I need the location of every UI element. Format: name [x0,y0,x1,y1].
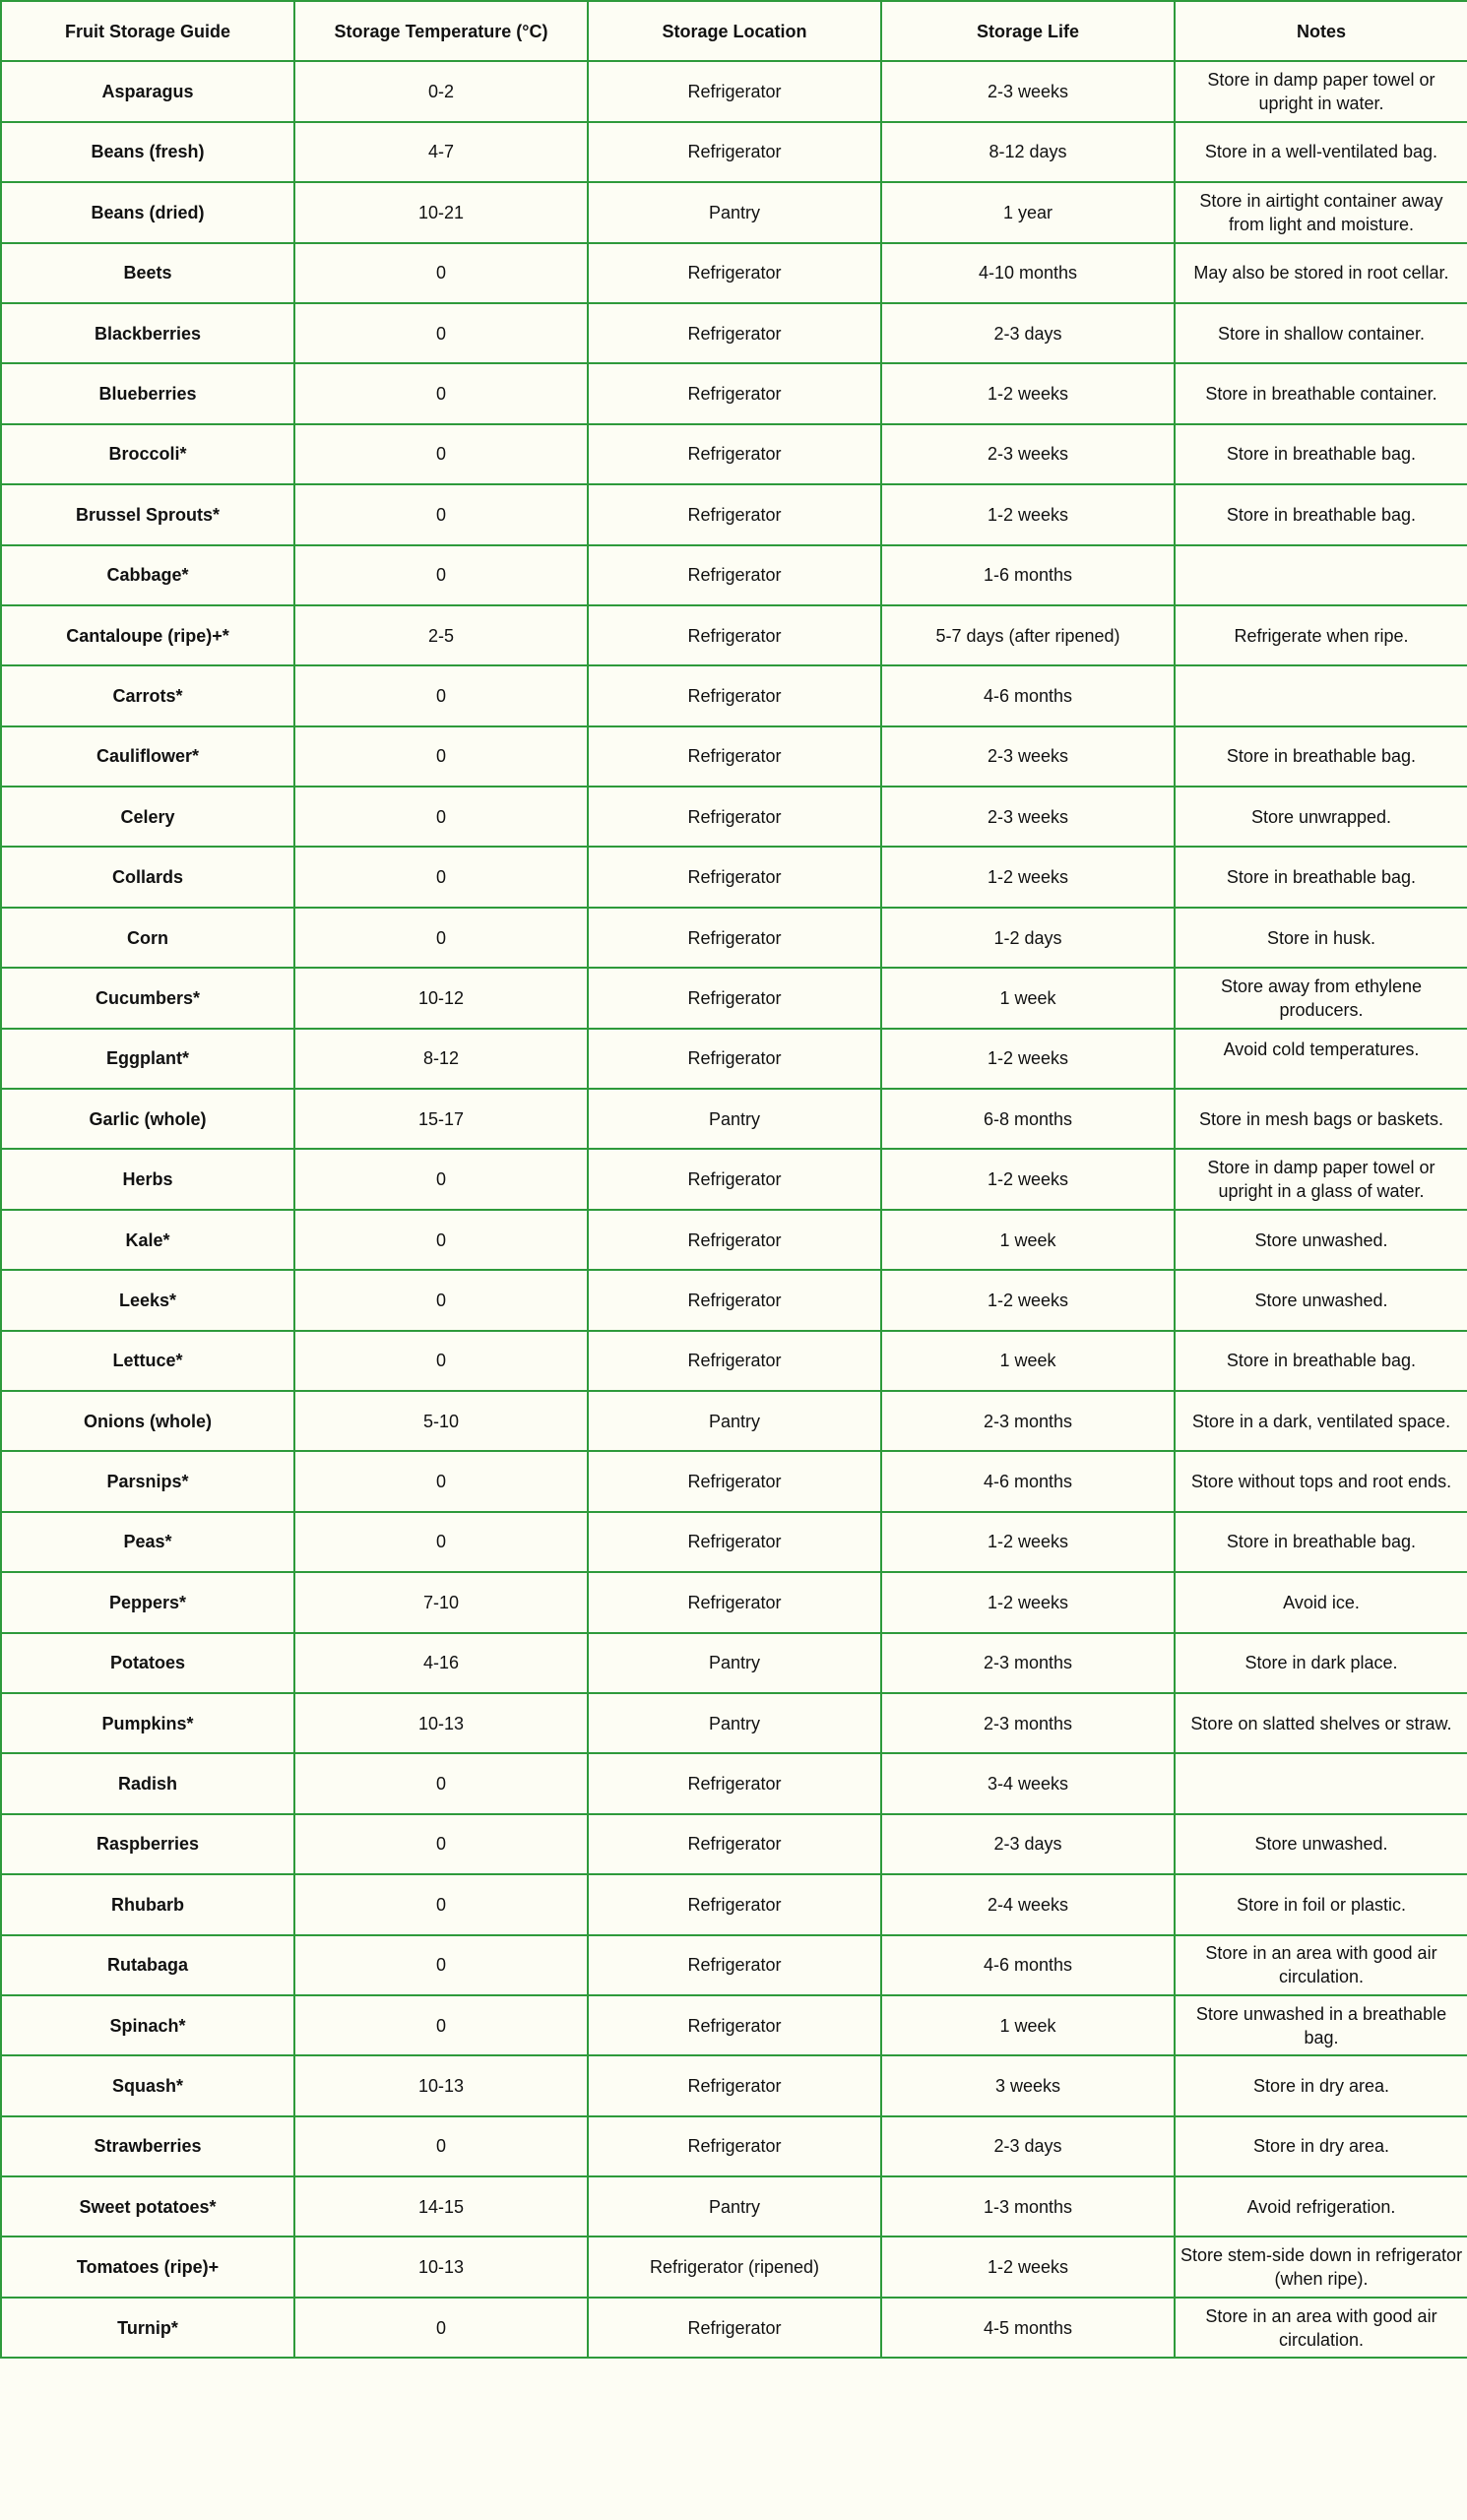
table-row [1,2055,1467,2115]
storage-location-cell: Refrigerator [588,1995,881,2055]
storage-temperature-cell: 10-21 [294,182,588,242]
table-row [1,545,1467,605]
notes-cell: Store in a dark, ventilated space. [1175,1391,1467,1451]
storage-temperature-cell: 0 [294,1149,588,1209]
table-row [1,1089,1467,1149]
table-row [1,908,1467,968]
storage-temperature-cell: 0 [294,484,588,544]
storage-life-cell: 2-3 weeks [881,787,1175,847]
notes-cell [1175,545,1467,605]
storage-location-cell: Pantry [588,1693,881,1753]
storage-location-cell: Refrigerator [588,1874,881,1934]
storage-location-cell: Refrigerator [588,787,881,847]
table-row [1,1995,1467,2055]
table-row [1,968,1467,1028]
storage-life-cell: 2-3 days [881,303,1175,363]
storage-location-cell: Pantry [588,182,881,242]
notes-cell: Store in airtight container away from light and moisture. [1175,182,1467,242]
notes-cell: Avoid refrigeration. [1175,2176,1467,2236]
table-row [1,1512,1467,1572]
notes-cell: Store unwashed. [1175,1270,1467,1330]
item-name-cell: Lettuce* [1,1331,294,1391]
storage-life-cell: 8-12 days [881,122,1175,182]
notes-cell: Store in dry area. [1175,2055,1467,2115]
storage-location-cell: Refrigerator [588,1935,881,1995]
item-name-cell: Blueberries [1,363,294,423]
storage-temperature-cell: 0 [294,665,588,725]
item-name-cell: Brussel Sprouts* [1,484,294,544]
storage-temperature-cell: 0 [294,545,588,605]
storage-location-cell: Pantry [588,1633,881,1693]
storage-temperature-cell: 0 [294,303,588,363]
storage-life-cell: 1-2 weeks [881,1029,1175,1089]
item-name-cell: Celery [1,787,294,847]
storage-life-cell: 1-6 months [881,545,1175,605]
header-temperature: Storage Temperature (°C) [294,1,588,61]
item-name-cell: Parsnips* [1,1451,294,1511]
table-row [1,787,1467,847]
item-name-cell: Corn [1,908,294,968]
storage-life-cell: 1-2 weeks [881,1572,1175,1632]
storage-temperature-cell: 0 [294,1512,588,1572]
storage-temperature-cell: 0 [294,1874,588,1934]
storage-life-cell: 2-4 weeks [881,1874,1175,1934]
header-row [1,1,1467,61]
item-name-cell: Asparagus [1,61,294,121]
storage-temperature-cell: 0 [294,1935,588,1995]
storage-life-cell: 1 week [881,1995,1175,2055]
item-name-cell: Sweet potatoes* [1,2176,294,2236]
notes-cell: Store in breathable bag. [1175,1512,1467,1572]
storage-temperature-cell: 0 [294,424,588,484]
notes-cell: Store in breathable bag. [1175,1331,1467,1391]
item-name-cell: Kale* [1,1210,294,1270]
item-name-cell: Beans (dried) [1,182,294,242]
storage-location-cell: Refrigerator [588,303,881,363]
item-name-cell: Rhubarb [1,1874,294,1934]
table-row [1,605,1467,665]
storage-location-cell: Pantry [588,1391,881,1451]
notes-cell: Store in an area with good air circulation. [1175,2298,1467,2358]
table-row [1,1693,1467,1753]
storage-location-cell: Refrigerator [588,61,881,121]
header-location: Storage Location [588,1,881,61]
notes-cell: Store unwashed. [1175,1814,1467,1874]
table-row [1,1270,1467,1330]
storage-temperature-cell: 0 [294,847,588,907]
item-name-cell: Pumpkins* [1,1693,294,1753]
header-item: Fruit Storage Guide [1,1,294,61]
table-row [1,363,1467,423]
item-name-cell: Potatoes [1,1633,294,1693]
storage-life-cell: 2-3 months [881,1391,1175,1451]
storage-location-cell: Pantry [588,1089,881,1149]
storage-temperature-cell: 0 [294,1995,588,2055]
storage-temperature-cell: 4-16 [294,1633,588,1693]
table-row [1,1451,1467,1511]
notes-cell: Store in breathable bag. [1175,726,1467,787]
storage-temperature-cell: 4-7 [294,122,588,182]
notes-cell: Store in dry area. [1175,2116,1467,2176]
item-name-cell: Garlic (whole) [1,1089,294,1149]
storage-location-cell: Refrigerator [588,2116,881,2176]
storage-life-cell: 1-2 weeks [881,1270,1175,1330]
notes-cell: Store in shallow container. [1175,303,1467,363]
item-name-cell: Collards [1,847,294,907]
storage-life-cell: 3 weeks [881,2055,1175,2115]
notes-cell [1175,665,1467,725]
storage-temperature-cell: 8-12 [294,1029,588,1089]
table-row [1,1149,1467,1209]
table-row [1,1874,1467,1934]
storage-location-cell: Refrigerator [588,243,881,303]
storage-life-cell: 2-3 months [881,1693,1175,1753]
table-row [1,122,1467,182]
storage-temperature-cell: 14-15 [294,2176,588,2236]
storage-life-cell: 1 week [881,968,1175,1028]
table-row [1,2236,1467,2297]
storage-temperature-cell: 0-2 [294,61,588,121]
item-name-cell: Spinach* [1,1995,294,2055]
table-row [1,424,1467,484]
storage-location-cell: Refrigerator [588,1149,881,1209]
storage-temperature-cell: 0 [294,726,588,787]
header-life: Storage Life [881,1,1175,61]
storage-life-cell: 1-2 weeks [881,2236,1175,2297]
notes-cell: Store unwrapped. [1175,787,1467,847]
item-name-cell: Eggplant* [1,1029,294,1089]
item-name-cell: Strawberries [1,2116,294,2176]
storage-life-cell: 1-2 weeks [881,1512,1175,1572]
table-row [1,1029,1467,1089]
table-row [1,2298,1467,2358]
storage-temperature-cell: 0 [294,363,588,423]
table-row [1,1814,1467,1874]
storage-life-cell: 2-3 days [881,1814,1175,1874]
notes-cell: Store in foil or plastic. [1175,1874,1467,1934]
storage-temperature-cell: 0 [294,2298,588,2358]
table-row [1,726,1467,787]
storage-location-cell: Refrigerator [588,2055,881,2115]
table-row [1,1331,1467,1391]
notes-cell: Store unwashed in a breathable bag. [1175,1995,1467,2055]
table-row [1,61,1467,121]
storage-temperature-cell: 0 [294,1814,588,1874]
notes-cell: Store in an area with good air circulation. [1175,1935,1467,1995]
storage-life-cell: 1 week [881,1331,1175,1391]
table-row [1,1935,1467,1995]
item-name-cell: Peppers* [1,1572,294,1632]
notes-cell: Refrigerate when ripe. [1175,605,1467,665]
notes-cell: Store without tops and root ends. [1175,1451,1467,1511]
storage-temperature-cell: 10-13 [294,2055,588,2115]
table-row [1,1572,1467,1632]
table-row [1,484,1467,544]
storage-temperature-cell: 7-10 [294,1572,588,1632]
storage-temperature-cell: 2-5 [294,605,588,665]
header-notes: Notes [1175,1,1467,61]
storage-life-cell: 4-6 months [881,1451,1175,1511]
item-name-cell: Blackberries [1,303,294,363]
storage-temperature-cell: 0 [294,1753,588,1813]
storage-location-cell: Refrigerator (ripened) [588,2236,881,2297]
storage-location-cell: Refrigerator [588,2298,881,2358]
storage-life-cell: 2-3 weeks [881,726,1175,787]
notes-cell: Store in dark place. [1175,1633,1467,1693]
storage-life-cell: 6-8 months [881,1089,1175,1149]
table-row [1,303,1467,363]
storage-temperature-cell: 10-13 [294,2236,588,2297]
storage-life-cell: 5-7 days (after ripened) [881,605,1175,665]
table-row [1,243,1467,303]
storage-location-cell: Refrigerator [588,968,881,1028]
storage-location-cell: Refrigerator [588,1331,881,1391]
item-name-cell: Broccoli* [1,424,294,484]
storage-life-cell: 4-6 months [881,1935,1175,1995]
notes-cell: Store in breathable bag. [1175,847,1467,907]
storage-life-cell: 1-2 weeks [881,363,1175,423]
item-name-cell: Leeks* [1,1270,294,1330]
storage-life-cell: 2-3 days [881,2116,1175,2176]
storage-temperature-cell: 0 [294,1270,588,1330]
storage-life-cell: 1-2 weeks [881,847,1175,907]
notes-cell [1175,1753,1467,1813]
item-name-cell: Tomatoes (ripe)+ [1,2236,294,2297]
notes-cell: Store in mesh bags or baskets. [1175,1089,1467,1149]
storage-life-cell: 1-3 months [881,2176,1175,2236]
table-row [1,1753,1467,1813]
storage-location-cell: Refrigerator [588,665,881,725]
storage-location-cell: Refrigerator [588,545,881,605]
storage-life-cell: 1-2 weeks [881,484,1175,544]
storage-location-cell: Refrigerator [588,605,881,665]
item-name-cell: Raspberries [1,1814,294,1874]
storage-location-cell: Refrigerator [588,1572,881,1632]
notes-cell: Store in breathable container. [1175,363,1467,423]
storage-location-cell: Refrigerator [588,908,881,968]
storage-life-cell: 4-6 months [881,665,1175,725]
table-row [1,1391,1467,1451]
notes-cell: Store in husk. [1175,908,1467,968]
storage-location-cell: Refrigerator [588,1512,881,1572]
item-name-cell: Squash* [1,2055,294,2115]
notes-cell: Avoid cold temperatures. [1175,1029,1467,1089]
storage-life-cell: 1-2 weeks [881,1149,1175,1209]
storage-temperature-cell: 5-10 [294,1391,588,1451]
storage-life-cell: 4-10 months [881,243,1175,303]
item-name-cell: Carrots* [1,665,294,725]
notes-cell: Store away from ethylene producers. [1175,968,1467,1028]
storage-location-cell: Refrigerator [588,1029,881,1089]
item-name-cell: Cucumbers* [1,968,294,1028]
item-name-cell: Onions (whole) [1,1391,294,1451]
notes-cell: Avoid ice. [1175,1572,1467,1632]
storage-temperature-cell: 0 [294,908,588,968]
item-name-cell: Radish [1,1753,294,1813]
item-name-cell: Cauliflower* [1,726,294,787]
notes-cell: Store in breathable bag. [1175,424,1467,484]
storage-location-cell: Refrigerator [588,1814,881,1874]
storage-life-cell: 1 week [881,1210,1175,1270]
storage-temperature-cell: 0 [294,787,588,847]
notes-cell: Store in breathable bag. [1175,484,1467,544]
storage-temperature-cell: 15-17 [294,1089,588,1149]
table-body [1,61,1467,2358]
storage-life-cell: 2-3 months [881,1633,1175,1693]
table-row [1,182,1467,242]
storage-life-cell: 2-3 weeks [881,424,1175,484]
table-row [1,665,1467,725]
notes-cell: Store in damp paper towel or upright in water. [1175,61,1467,121]
storage-location-cell: Refrigerator [588,484,881,544]
storage-temperature-cell: 0 [294,2116,588,2176]
storage-temperature-cell: 0 [294,1210,588,1270]
storage-temperature-cell: 10-13 [294,1693,588,1753]
storage-location-cell: Refrigerator [588,363,881,423]
storage-life-cell: 2-3 weeks [881,61,1175,121]
storage-location-cell: Refrigerator [588,726,881,787]
table-row [1,1210,1467,1270]
notes-cell: Store stem-side down in refrigerator (when ripe). [1175,2236,1467,2297]
storage-temperature-cell: 0 [294,243,588,303]
storage-location-cell: Refrigerator [588,847,881,907]
item-name-cell: Herbs [1,1149,294,1209]
storage-location-cell: Refrigerator [588,122,881,182]
notes-cell: Store in a well-ventilated bag. [1175,122,1467,182]
table-row [1,847,1467,907]
storage-temperature-cell: 0 [294,1331,588,1391]
storage-location-cell: Refrigerator [588,1753,881,1813]
item-name-cell: Beets [1,243,294,303]
item-name-cell: Rutabaga [1,1935,294,1995]
storage-location-cell: Refrigerator [588,424,881,484]
item-name-cell: Peas* [1,1512,294,1572]
storage-temperature-cell: 0 [294,1451,588,1511]
item-name-cell: Turnip* [1,2298,294,2358]
storage-location-cell: Pantry [588,2176,881,2236]
storage-temperature-cell: 10-12 [294,968,588,1028]
notes-cell: May also be stored in root cellar. [1175,243,1467,303]
storage-life-cell: 3-4 weeks [881,1753,1175,1813]
notes-cell: Store on slatted shelves or straw. [1175,1693,1467,1753]
table-row [1,1633,1467,1693]
table-row [1,2116,1467,2176]
storage-life-cell: 1-2 days [881,908,1175,968]
storage-life-cell: 4-5 months [881,2298,1175,2358]
notes-cell: Store unwashed. [1175,1210,1467,1270]
storage-location-cell: Refrigerator [588,1270,881,1330]
storage-location-cell: Refrigerator [588,1210,881,1270]
item-name-cell: Beans (fresh) [1,122,294,182]
item-name-cell: Cantaloupe (ripe)+* [1,605,294,665]
notes-cell: Store in damp paper towel or upright in a glass of water. [1175,1149,1467,1209]
storage-life-cell: 1 year [881,182,1175,242]
storage-location-cell: Refrigerator [588,1451,881,1511]
table-row [1,2176,1467,2236]
item-name-cell: Cabbage* [1,545,294,605]
